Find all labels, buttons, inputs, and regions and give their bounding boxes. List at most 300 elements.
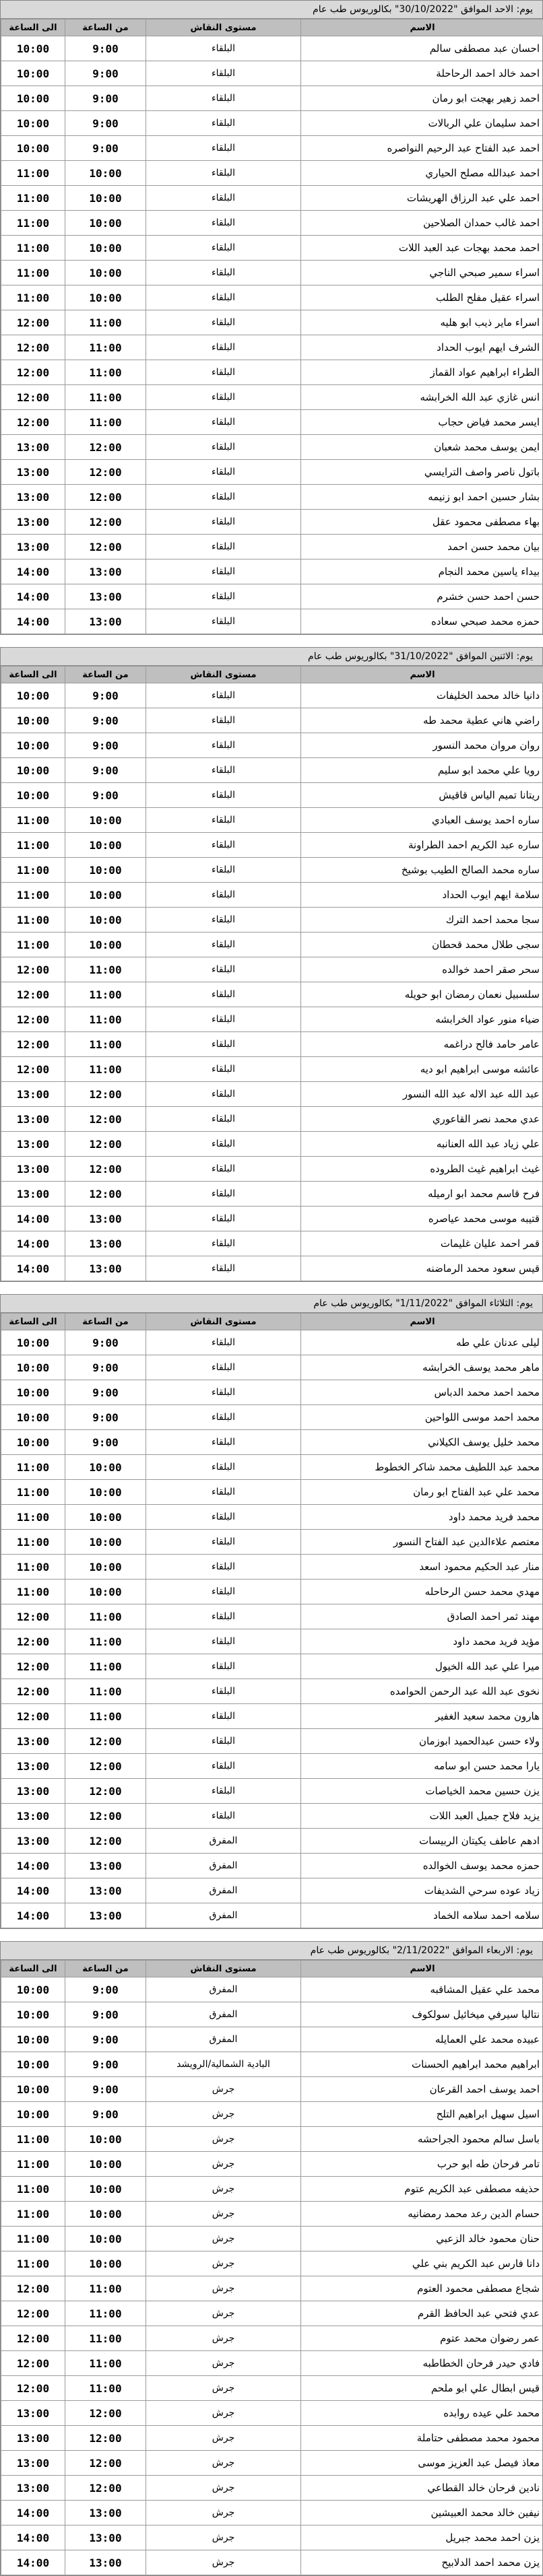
level-cell: البلقاء <box>146 1604 301 1629</box>
column-header-to: الى الساعة <box>1 667 65 683</box>
start-time-cell: 9:00 <box>65 86 146 111</box>
level-cell: البلقاء <box>146 783 301 808</box>
level-cell: البلقاء <box>146 236 301 261</box>
table-row <box>1 1107 543 1132</box>
level-cell: البلقاء <box>146 1157 301 1182</box>
column-header-from: من الساعة <box>65 1961 146 1977</box>
start-time-cell: 10:00 <box>65 1580 146 1604</box>
student-name-cell: حمزه محمد يوسف الخوالده <box>301 1854 543 1878</box>
start-time-cell: 10:00 <box>65 261 146 285</box>
student-name-cell: غيث ابراهيم غيث الطروده <box>301 1157 543 1182</box>
end-time-cell: 13:00 <box>1 1107 65 1132</box>
start-time-cell: 10:00 <box>65 186 146 211</box>
level-cell: البلقاء <box>146 1704 301 1729</box>
table-row <box>1 1082 543 1107</box>
end-time-cell: 10:00 <box>1 1380 65 1405</box>
table-row <box>1 1132 543 1157</box>
start-time-cell: 11:00 <box>65 957 146 982</box>
level-cell: البلقاء <box>146 435 301 460</box>
student-name-cell: الطراء ابراهيم عواد القماز <box>301 360 543 385</box>
level-cell: البلقاء <box>146 733 301 758</box>
end-time-cell: 13:00 <box>1 1082 65 1107</box>
start-time-cell: 10:00 <box>65 1505 146 1530</box>
level-cell: البلقاء <box>146 136 301 161</box>
student-name-cell: يزن محمد احمد الدلابيح <box>301 2550 543 2575</box>
level-cell: البلقاء <box>146 86 301 111</box>
end-time-cell: 11:00 <box>1 2177 65 2202</box>
start-time-cell: 9:00 <box>65 1405 146 1430</box>
table-row <box>1 2426 543 2451</box>
table-row <box>1 1804 543 1829</box>
start-time-cell: 13:00 <box>65 2501 146 2526</box>
level-cell: البلقاء <box>146 708 301 733</box>
end-time-cell: 13:00 <box>1 535 65 560</box>
day-header: يوم: الاربعاء الموافق "2/11/2022" بكالوريوس طب عام <box>1 1942 542 1960</box>
table-row <box>1 708 543 733</box>
day-separator <box>0 1929 543 1941</box>
end-time-cell: 11:00 <box>1 1555 65 1580</box>
student-name-cell: ساره احمد يوسف العبادي <box>301 808 543 833</box>
level-cell: البلقاء <box>146 609 301 634</box>
day-block <box>0 1941 543 2576</box>
start-time-cell: 11:00 <box>65 1704 146 1729</box>
level-cell: البلقاء <box>146 1405 301 1430</box>
student-name-cell: سلامه احمد سلامه الخماد <box>301 1903 543 1928</box>
student-name-cell: نتاليا سيرفي ميخائيل سولكوف <box>301 2002 543 2027</box>
student-name-cell: يارا محمد حسن ابو سامه <box>301 1754 543 1779</box>
table-row <box>1 1555 543 1580</box>
table-row <box>1 1604 543 1629</box>
table-row <box>1 1330 543 1355</box>
end-time-cell: 10:00 <box>1 111 65 136</box>
start-time-cell: 9:00 <box>65 2027 146 2052</box>
table-row <box>1 1380 543 1405</box>
table-row <box>1 2077 543 2102</box>
table-row <box>1 584 543 609</box>
level-cell: البلقاء <box>146 683 301 708</box>
table-row <box>1 2002 543 2027</box>
start-time-cell: 11:00 <box>65 982 146 1007</box>
level-cell: جرش <box>146 2276 301 2301</box>
table-row <box>1 1057 543 1082</box>
student-name-cell: حنان محمود خالد الزعبي <box>301 2227 543 2251</box>
table-row <box>1 236 543 261</box>
student-name-cell: باسل سالم محمود الجراحشه <box>301 2127 543 2152</box>
student-name-cell: احمد يوسف احمد القرعان <box>301 2077 543 2102</box>
table-row <box>1 310 543 335</box>
end-time-cell: 12:00 <box>1 957 65 982</box>
student-name-cell: يزن احمد محمد جبريل <box>301 2526 543 2550</box>
table-row <box>1 36 543 61</box>
end-time-cell: 10:00 <box>1 683 65 708</box>
end-time-cell: 11:00 <box>1 1480 65 1505</box>
end-time-cell: 10:00 <box>1 708 65 733</box>
end-time-cell: 11:00 <box>1 1505 65 1530</box>
end-time-cell: 14:00 <box>1 609 65 634</box>
level-cell: البلقاء <box>146 211 301 236</box>
student-name-cell: قيس ابطال علي ابو ملحم <box>301 2376 543 2401</box>
level-cell: جرش <box>146 2401 301 2426</box>
start-time-cell: 12:00 <box>65 1157 146 1182</box>
start-time-cell: 12:00 <box>65 2426 146 2451</box>
start-time-cell: 11:00 <box>65 2376 146 2401</box>
column-header-name: الاسم <box>301 1961 543 1977</box>
student-name-cell: يزيد فلاح جميل العبد اللات <box>301 1804 543 1829</box>
start-time-cell: 9:00 <box>65 61 146 86</box>
start-time-cell: 12:00 <box>65 485 146 510</box>
column-header-from: من الساعة <box>65 667 146 683</box>
start-time-cell: 12:00 <box>65 1804 146 1829</box>
level-cell: البلقاء <box>146 1132 301 1157</box>
level-cell: جرش <box>146 2227 301 2251</box>
table-row <box>1 61 543 86</box>
level-cell: البلقاء <box>146 758 301 783</box>
end-time-cell: 13:00 <box>1 1804 65 1829</box>
start-time-cell: 10:00 <box>65 1480 146 1505</box>
end-time-cell: 14:00 <box>1 1878 65 1903</box>
start-time-cell: 13:00 <box>65 2526 146 2550</box>
end-time-cell: 11:00 <box>1 1530 65 1555</box>
student-name-cell: قتيبه موسى محمد عياصره <box>301 1207 543 1231</box>
table-row <box>1 2526 543 2550</box>
start-time-cell: 13:00 <box>65 1207 146 1231</box>
table-row <box>1 683 543 708</box>
end-time-cell: 13:00 <box>1 485 65 510</box>
student-name-cell: حذيفه مصطفى عبد الكريم عتوم <box>301 2177 543 2202</box>
end-time-cell: 10:00 <box>1 733 65 758</box>
end-time-cell: 14:00 <box>1 1903 65 1928</box>
column-header-level: مستوى النقاش <box>146 1961 301 1977</box>
start-time-cell: 11:00 <box>65 1057 146 1082</box>
level-cell: البلقاء <box>146 1580 301 1604</box>
table-row <box>1 1505 543 1530</box>
start-time-cell: 12:00 <box>65 1779 146 1804</box>
student-name-cell: تامر فرحان طه ابو حرب <box>301 2152 543 2177</box>
student-name-cell: محمد احمد محمد الدباس <box>301 1380 543 1405</box>
end-time-cell: 13:00 <box>1 1729 65 1754</box>
schedule-table <box>1 1960 543 2575</box>
student-name-cell: احمد غالب حمدان الصلاحين <box>301 211 543 236</box>
level-cell: البلقاء <box>146 1182 301 1207</box>
student-name-cell: اسيل سهيل ابراهيم التلح <box>301 2102 543 2127</box>
start-time-cell: 13:00 <box>65 1256 146 1281</box>
end-time-cell: 11:00 <box>1 261 65 285</box>
start-time-cell: 12:00 <box>65 2476 146 2501</box>
table-header-row <box>1 1314 543 1330</box>
student-name-cell: ايسر محمد فياض حجاب <box>301 410 543 435</box>
start-time-cell: 9:00 <box>65 733 146 758</box>
student-name-cell: احمد زهير بهجت ابو رمان <box>301 86 543 111</box>
end-time-cell: 13:00 <box>1 2451 65 2476</box>
student-name-cell: محمد فريد محمد داود <box>301 1505 543 1530</box>
level-cell: البلقاء <box>146 1754 301 1779</box>
start-time-cell: 9:00 <box>65 1330 146 1355</box>
end-time-cell: 12:00 <box>1 2326 65 2351</box>
student-name-cell: اسراء سمير صبحي الناجي <box>301 261 543 285</box>
table-row <box>1 261 543 285</box>
start-time-cell: 10:00 <box>65 236 146 261</box>
level-cell: المفرق <box>146 2027 301 2052</box>
table-row <box>1 161 543 186</box>
table-row <box>1 2227 543 2251</box>
student-name-cell: بيان محمد حسن احمد <box>301 535 543 560</box>
table-row <box>1 1629 543 1654</box>
end-time-cell: 13:00 <box>1 435 65 460</box>
end-time-cell: 11:00 <box>1 858 65 883</box>
student-name-cell: ماهر محمد يوسف الخرابشه <box>301 1355 543 1380</box>
end-time-cell: 10:00 <box>1 2052 65 2077</box>
end-time-cell: 10:00 <box>1 783 65 808</box>
start-time-cell: 10:00 <box>65 2227 146 2251</box>
level-cell: البلقاء <box>146 410 301 435</box>
end-time-cell: 14:00 <box>1 2501 65 2526</box>
end-time-cell: 12:00 <box>1 1604 65 1629</box>
end-time-cell: 12:00 <box>1 1057 65 1082</box>
schedule-table <box>1 666 543 1281</box>
table-row <box>1 1779 543 1804</box>
student-name-cell: محمد احمد موسى اللواحين <box>301 1405 543 1430</box>
start-time-cell: 9:00 <box>65 111 146 136</box>
student-name-cell: نيفين خالد محمد العبيشين <box>301 2501 543 2526</box>
end-time-cell: 14:00 <box>1 1256 65 1281</box>
level-cell: المفرق <box>146 1977 301 2002</box>
end-time-cell: 12:00 <box>1 2351 65 2376</box>
end-time-cell: 10:00 <box>1 758 65 783</box>
level-cell: البلقاء <box>146 111 301 136</box>
start-time-cell: 10:00 <box>65 161 146 186</box>
level-cell: البلقاء <box>146 1629 301 1654</box>
table-row <box>1 2351 543 2376</box>
start-time-cell: 10:00 <box>65 908 146 933</box>
student-name-cell: عبيده محمد علي العمايله <box>301 2027 543 2052</box>
column-header-level: مستوى النقاش <box>146 1314 301 1330</box>
end-time-cell: 11:00 <box>1 2127 65 2152</box>
start-time-cell: 13:00 <box>65 1903 146 1928</box>
end-time-cell: 12:00 <box>1 310 65 335</box>
start-time-cell: 9:00 <box>65 1430 146 1455</box>
level-cell: البلقاء <box>146 1779 301 1804</box>
level-cell: البلقاء <box>146 186 301 211</box>
end-time-cell: 14:00 <box>1 1854 65 1878</box>
day-header: يوم: الاثنين الموافق "31/10/2022" بكالوريوس طب عام <box>1 648 542 666</box>
level-cell: جرش <box>146 2202 301 2227</box>
student-name-cell: محمد علي عقيل المشاقبه <box>301 1977 543 2002</box>
start-time-cell: 9:00 <box>65 683 146 708</box>
student-name-cell: عبد الله عبد الاله عبد الله النسور <box>301 1082 543 1107</box>
student-name-cell: محمد عبد اللطيف محمد شاكر الخطوط <box>301 1455 543 1480</box>
end-time-cell: 12:00 <box>1 2276 65 2301</box>
table-row <box>1 410 543 435</box>
end-time-cell: 12:00 <box>1 335 65 360</box>
student-name-cell: احسان عبد مصطفى سالم <box>301 36 543 61</box>
table-row <box>1 1729 543 1754</box>
end-time-cell: 11:00 <box>1 161 65 186</box>
table-row <box>1 560 543 584</box>
level-cell: البلقاء <box>146 833 301 858</box>
end-time-cell: 12:00 <box>1 1704 65 1729</box>
start-time-cell: 11:00 <box>65 2276 146 2301</box>
level-cell: البلقاء <box>146 957 301 982</box>
student-name-cell: بهاء مصطفى محمود عقل <box>301 510 543 535</box>
end-time-cell: 14:00 <box>1 2550 65 2575</box>
end-time-cell: 10:00 <box>1 2077 65 2102</box>
level-cell: جرش <box>146 2077 301 2102</box>
end-time-cell: 12:00 <box>1 410 65 435</box>
student-name-cell: احمد عبد الفتاح عبد الرحيم النواصره <box>301 136 543 161</box>
student-name-cell: احمد علي عبد الرزاق الهريشات <box>301 186 543 211</box>
level-cell: جرش <box>146 2476 301 2501</box>
start-time-cell: 9:00 <box>65 783 146 808</box>
table-row <box>1 2202 543 2227</box>
level-cell: البلقاء <box>146 1530 301 1555</box>
level-cell: البلقاء <box>146 858 301 883</box>
table-row <box>1 435 543 460</box>
start-time-cell: 10:00 <box>65 211 146 236</box>
table-row <box>1 1007 543 1032</box>
end-time-cell: 11:00 <box>1 833 65 858</box>
end-time-cell: 11:00 <box>1 1580 65 1604</box>
column-header-name: الاسم <box>301 20 543 36</box>
table-row <box>1 2027 543 2052</box>
level-cell: جرش <box>146 2550 301 2575</box>
end-time-cell: 11:00 <box>1 1455 65 1480</box>
level-cell: البلقاء <box>146 1082 301 1107</box>
student-name-cell: عدي فتحي عبد الحافظ القرم <box>301 2301 543 2326</box>
table-row <box>1 186 543 211</box>
end-time-cell: 11:00 <box>1 883 65 908</box>
start-time-cell: 11:00 <box>65 2326 146 2351</box>
start-time-cell: 12:00 <box>65 1729 146 1754</box>
start-time-cell: 12:00 <box>65 1132 146 1157</box>
student-name-cell: حمزه محمد صبحي سعاده <box>301 609 543 634</box>
end-time-cell: 13:00 <box>1 460 65 485</box>
end-time-cell: 11:00 <box>1 2202 65 2227</box>
table-row <box>1 2301 543 2326</box>
column-header-level: مستوى النقاش <box>146 20 301 36</box>
start-time-cell: 11:00 <box>65 335 146 360</box>
start-time-cell: 10:00 <box>65 858 146 883</box>
day-separator <box>0 635 543 647</box>
table-row <box>1 2102 543 2127</box>
table-row <box>1 1256 543 1281</box>
end-time-cell: 11:00 <box>1 2251 65 2276</box>
start-time-cell: 9:00 <box>65 758 146 783</box>
table-row <box>1 535 543 560</box>
level-cell: البلقاء <box>146 1679 301 1704</box>
student-name-cell: عامر حامد فالح دراغمه <box>301 1032 543 1057</box>
start-time-cell: 12:00 <box>65 535 146 560</box>
start-time-cell: 9:00 <box>65 708 146 733</box>
student-name-cell: محمود محمد مصطفى حتاملة <box>301 2426 543 2451</box>
end-time-cell: 13:00 <box>1 1182 65 1207</box>
level-cell: البلقاء <box>146 584 301 609</box>
table-row <box>1 1654 543 1679</box>
end-time-cell: 11:00 <box>1 933 65 957</box>
day-header: يوم: الاحد الموافق "30/10/2022" بكالوريوس طب عام <box>1 1 542 19</box>
end-time-cell: 12:00 <box>1 982 65 1007</box>
end-time-cell: 12:00 <box>1 1007 65 1032</box>
end-time-cell: 10:00 <box>1 2027 65 2052</box>
student-name-cell: زياد عوده سرحي الشديفات <box>301 1878 543 1903</box>
start-time-cell: 9:00 <box>65 1355 146 1380</box>
start-time-cell: 10:00 <box>65 883 146 908</box>
student-name-cell: عدي محمد نصر القاعوري <box>301 1107 543 1132</box>
table-row <box>1 982 543 1007</box>
level-cell: البلقاء <box>146 1107 301 1132</box>
student-name-cell: نخوى عبد الله عبد الرحمن الحوامده <box>301 1679 543 1704</box>
level-cell: البلقاء <box>146 1430 301 1455</box>
end-time-cell: 11:00 <box>1 808 65 833</box>
table-row <box>1 1480 543 1505</box>
day-block <box>0 0 543 635</box>
start-time-cell: 10:00 <box>65 285 146 310</box>
schedule-table <box>1 1313 543 1928</box>
student-name-cell: علي زياد عبد الله العنانبه <box>301 1132 543 1157</box>
start-time-cell: 9:00 <box>65 36 146 61</box>
level-cell: البلقاء <box>146 36 301 61</box>
table-row <box>1 609 543 634</box>
table-row <box>1 2501 543 2526</box>
table-row <box>1 1207 543 1231</box>
start-time-cell: 13:00 <box>65 584 146 609</box>
table-row <box>1 2251 543 2276</box>
start-time-cell: 9:00 <box>65 136 146 161</box>
student-name-cell: معاذ فيصل عبد العزيز موسى <box>301 2451 543 2476</box>
end-time-cell: 12:00 <box>1 1032 65 1057</box>
table-row <box>1 2401 543 2426</box>
level-cell: المفرق <box>146 1854 301 1878</box>
student-name-cell: راضي هاني عطية محمد طه <box>301 708 543 733</box>
student-name-cell: مهند ثمر احمد الصادق <box>301 1604 543 1629</box>
student-name-cell: معتصم علاءالدين عبد الفتاح النسور <box>301 1530 543 1555</box>
start-time-cell: 13:00 <box>65 1878 146 1903</box>
student-name-cell: ليلى عدنان علي طه <box>301 1330 543 1355</box>
start-time-cell: 10:00 <box>65 2177 146 2202</box>
level-cell: البلقاء <box>146 1355 301 1380</box>
table-row <box>1 136 543 161</box>
table-row <box>1 86 543 111</box>
level-cell: جرش <box>146 2526 301 2550</box>
student-name-cell: سلسبيل نعمان رمضان ابو حويله <box>301 982 543 1007</box>
student-name-cell: احمد خالد احمد الرحاحلة <box>301 61 543 86</box>
start-time-cell: 10:00 <box>65 1555 146 1580</box>
table-row <box>1 1430 543 1455</box>
end-time-cell: 14:00 <box>1 1207 65 1231</box>
end-time-cell: 13:00 <box>1 1132 65 1157</box>
table-row <box>1 211 543 236</box>
level-cell: جرش <box>146 2326 301 2351</box>
start-time-cell: 9:00 <box>65 1380 146 1405</box>
student-name-cell: اسراء عقيل مفلح الطلب <box>301 285 543 310</box>
level-cell: البلقاء <box>146 1057 301 1082</box>
end-time-cell: 10:00 <box>1 2102 65 2127</box>
end-time-cell: 12:00 <box>1 1654 65 1679</box>
student-name-cell: ايمن يوسف محمد شعبان <box>301 435 543 460</box>
student-name-cell: عائشه موسى ابراهيم ابو ديه <box>301 1057 543 1082</box>
table-row <box>1 510 543 535</box>
level-cell: البلقاء <box>146 310 301 335</box>
start-time-cell: 11:00 <box>65 2351 146 2376</box>
start-time-cell: 9:00 <box>65 2002 146 2027</box>
end-time-cell: 10:00 <box>1 1355 65 1380</box>
end-time-cell: 14:00 <box>1 2526 65 2550</box>
level-cell: البلقاء <box>146 1804 301 1829</box>
end-time-cell: 13:00 <box>1 1779 65 1804</box>
student-name-cell: احمد سليمان علي الربالات <box>301 111 543 136</box>
level-cell: جرش <box>146 2301 301 2326</box>
end-time-cell: 12:00 <box>1 2301 65 2326</box>
level-cell: المفرق <box>146 1878 301 1903</box>
